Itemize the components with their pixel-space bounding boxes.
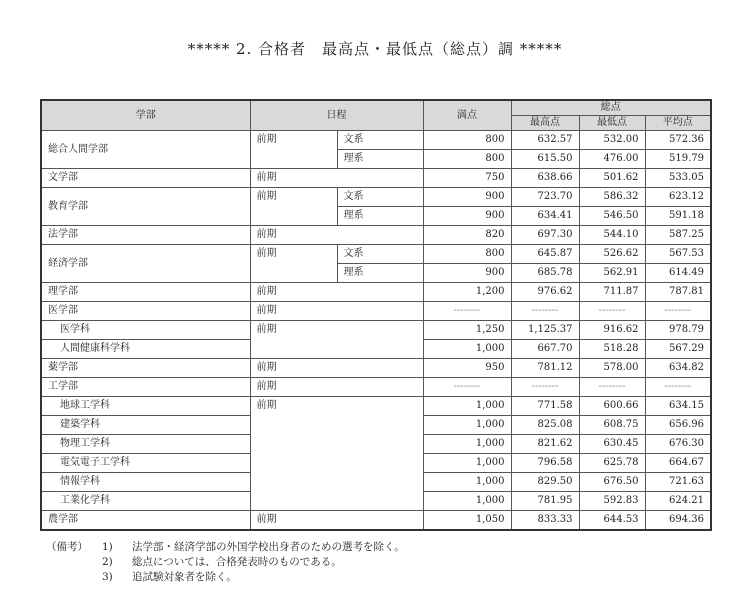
- max-score: 833.33: [511, 511, 579, 531]
- page-title: ***** 2. 合格者 最高点・最低点（総点）調 *****: [187, 40, 563, 58]
- dash-cell: ‐‐‐‐‐‐‐‐: [511, 378, 579, 397]
- header-schedule: 日程: [250, 100, 423, 131]
- full-score: 1,000: [423, 416, 511, 435]
- table-row: [41, 283, 711, 302]
- max-score: 821.62: [511, 435, 579, 454]
- note-number: 1): [102, 541, 113, 553]
- max-score: 829.50: [511, 473, 579, 492]
- min-score: 916.62: [579, 321, 645, 340]
- avg-score: 676.30: [645, 435, 711, 454]
- department-name: 人間健康科学科: [41, 340, 250, 359]
- full-score: 1,000: [423, 435, 511, 454]
- score-table: [40, 99, 712, 531]
- min-score: 501.62: [579, 169, 645, 188]
- max-score: 667.70: [511, 340, 579, 359]
- full-score: 900: [423, 188, 511, 207]
- avg-score: 634.82: [645, 359, 711, 378]
- avg-score: 694.36: [645, 511, 711, 531]
- avg-score: 634.15: [645, 397, 711, 416]
- schedule-cell: 前期: [250, 378, 423, 397]
- faculty-name: 医学部: [41, 302, 250, 321]
- full-score: 900: [423, 207, 511, 226]
- note-row: [46, 540, 405, 555]
- table-row: [41, 321, 711, 340]
- table-row: [41, 226, 711, 245]
- schedule-cell: 前期: [250, 321, 423, 359]
- faculty-name: 工学部: [41, 378, 250, 397]
- dash-cell: ‐‐‐‐‐‐‐‐: [645, 302, 711, 321]
- full-score: 1,000: [423, 340, 511, 359]
- table-row: [41, 378, 711, 397]
- schedule-cell: 前期: [250, 511, 423, 531]
- note-row: [46, 555, 405, 570]
- faculty-name: 文学部: [41, 169, 250, 188]
- dash-cell: ‐‐‐‐‐‐‐‐: [645, 378, 711, 397]
- faculty-name: 総合人間学部: [41, 131, 250, 169]
- department-name: 建築学科: [41, 416, 250, 435]
- table-row: [41, 131, 711, 150]
- avg-score: 664.67: [645, 454, 711, 473]
- min-score: 608.75: [579, 416, 645, 435]
- schedule-cell: 前期: [250, 169, 423, 188]
- schedule-cell: 前期: [250, 283, 423, 302]
- avg-score: 591.18: [645, 207, 711, 226]
- department-name: 地球工学科: [41, 397, 250, 416]
- department-name: 電気電子工学科: [41, 454, 250, 473]
- dash-cell: ‐‐‐‐‐‐‐‐: [579, 378, 645, 397]
- max-score: 976.62: [511, 283, 579, 302]
- table-row: [41, 169, 711, 188]
- full-score: 1,200: [423, 283, 511, 302]
- avg-score: 978.79: [645, 321, 711, 340]
- track-cell: 文系: [337, 188, 423, 207]
- avg-score: 567.53: [645, 245, 711, 264]
- avg-score: 624.21: [645, 492, 711, 511]
- schedule-cell: 前期: [250, 245, 337, 283]
- schedule-cell: 前期: [250, 397, 423, 511]
- track-cell: 文系: [337, 131, 423, 150]
- header-faculty: 学部: [41, 100, 250, 131]
- full-score: 1,000: [423, 473, 511, 492]
- full-score: 800: [423, 131, 511, 150]
- faculty-name: 薬学部: [41, 359, 250, 378]
- faculty-name: 経済学部: [41, 245, 250, 283]
- note-number: 3): [102, 571, 113, 583]
- min-score: 586.32: [579, 188, 645, 207]
- full-score: 750: [423, 169, 511, 188]
- full-score: 1,000: [423, 397, 511, 416]
- full-score: 1,050: [423, 511, 511, 531]
- department-name: 情報学科: [41, 473, 250, 492]
- full-score: 1,250: [423, 321, 511, 340]
- min-score: 630.45: [579, 435, 645, 454]
- avg-score: 519.79: [645, 150, 711, 169]
- min-score: 546.50: [579, 207, 645, 226]
- notes: [46, 540, 405, 585]
- min-score: 578.00: [579, 359, 645, 378]
- full-score: 1,000: [423, 454, 511, 473]
- max-score: 615.50: [511, 150, 579, 169]
- schedule-cell: 前期: [250, 188, 337, 226]
- min-score: 544.10: [579, 226, 645, 245]
- max-score: 796.58: [511, 454, 579, 473]
- max-score: 723.70: [511, 188, 579, 207]
- header-max: 最高点: [511, 116, 579, 131]
- faculty-name: 法学部: [41, 226, 250, 245]
- department-name: 工業化学科: [41, 492, 250, 511]
- max-score: 638.66: [511, 169, 579, 188]
- dash-cell: ‐‐‐‐‐‐‐‐: [511, 302, 579, 321]
- header-avg: 平均点: [645, 116, 711, 131]
- max-score: 781.12: [511, 359, 579, 378]
- min-score: 711.87: [579, 283, 645, 302]
- table-row: [41, 511, 711, 531]
- avg-score: 721.63: [645, 473, 711, 492]
- min-score: 676.50: [579, 473, 645, 492]
- table-row: [41, 302, 711, 321]
- note-text: 追試験対象者を除く。: [132, 571, 237, 583]
- track-cell: 理系: [337, 207, 423, 226]
- note-number: 2): [102, 556, 113, 568]
- header-full-score: 満点: [423, 100, 511, 131]
- full-score: 900: [423, 264, 511, 283]
- min-score: 532.00: [579, 131, 645, 150]
- max-score: 771.58: [511, 397, 579, 416]
- min-score: 600.66: [579, 397, 645, 416]
- faculty-name: 農学部: [41, 511, 250, 531]
- max-score: 825.08: [511, 416, 579, 435]
- avg-score: 656.96: [645, 416, 711, 435]
- max-score: 781.95: [511, 492, 579, 511]
- track-cell: 理系: [337, 264, 423, 283]
- track-cell: 理系: [337, 150, 423, 169]
- max-score: 645.87: [511, 245, 579, 264]
- notes-label: （備考）: [46, 541, 88, 553]
- max-score: 634.41: [511, 207, 579, 226]
- min-score: 644.53: [579, 511, 645, 531]
- dash-cell: ‐‐‐‐‐‐‐‐: [423, 378, 511, 397]
- table-row: [41, 245, 711, 264]
- schedule-cell: 前期: [250, 131, 337, 169]
- min-score: 625.78: [579, 454, 645, 473]
- min-score: 518.28: [579, 340, 645, 359]
- avg-score: 787.81: [645, 283, 711, 302]
- faculty-name: 理学部: [41, 283, 250, 302]
- avg-score: 623.12: [645, 188, 711, 207]
- min-score: 562.91: [579, 264, 645, 283]
- max-score: 1,125.37: [511, 321, 579, 340]
- schedule-cell: 前期: [250, 359, 423, 378]
- avg-score: 567.29: [645, 340, 711, 359]
- avg-score: 533.05: [645, 169, 711, 188]
- table-row: [41, 359, 711, 378]
- schedule-cell: 前期: [250, 302, 423, 321]
- max-score: 632.57: [511, 131, 579, 150]
- note-row: [46, 570, 405, 585]
- full-score: 800: [423, 150, 511, 169]
- max-score: 685.78: [511, 264, 579, 283]
- schedule-cell: 前期: [250, 226, 423, 245]
- note-text: 法学部・経済学部の外国学校出身者のための選考を除く。: [132, 541, 405, 553]
- avg-score: 572.36: [645, 131, 711, 150]
- table-row: [41, 188, 711, 207]
- avg-score: 614.49: [645, 264, 711, 283]
- header-min: 最低点: [579, 116, 645, 131]
- department-name: 医学科: [41, 321, 250, 340]
- full-score: 800: [423, 245, 511, 264]
- min-score: 526.62: [579, 245, 645, 264]
- min-score: 476.00: [579, 150, 645, 169]
- full-score: 950: [423, 359, 511, 378]
- faculty-name: 教育学部: [41, 188, 250, 226]
- full-score: 820: [423, 226, 511, 245]
- dash-cell: ‐‐‐‐‐‐‐‐: [579, 302, 645, 321]
- department-name: 物理工学科: [41, 435, 250, 454]
- header-total: 総点: [511, 100, 711, 116]
- avg-score: 587.25: [645, 226, 711, 245]
- track-cell: 文系: [337, 245, 423, 264]
- min-score: 592.83: [579, 492, 645, 511]
- full-score: 1,000: [423, 492, 511, 511]
- note-text: 総点については、合格発表時のものである。: [132, 556, 342, 568]
- table-row: [41, 397, 711, 416]
- dash-cell: ‐‐‐‐‐‐‐‐: [423, 302, 511, 321]
- max-score: 697.30: [511, 226, 579, 245]
